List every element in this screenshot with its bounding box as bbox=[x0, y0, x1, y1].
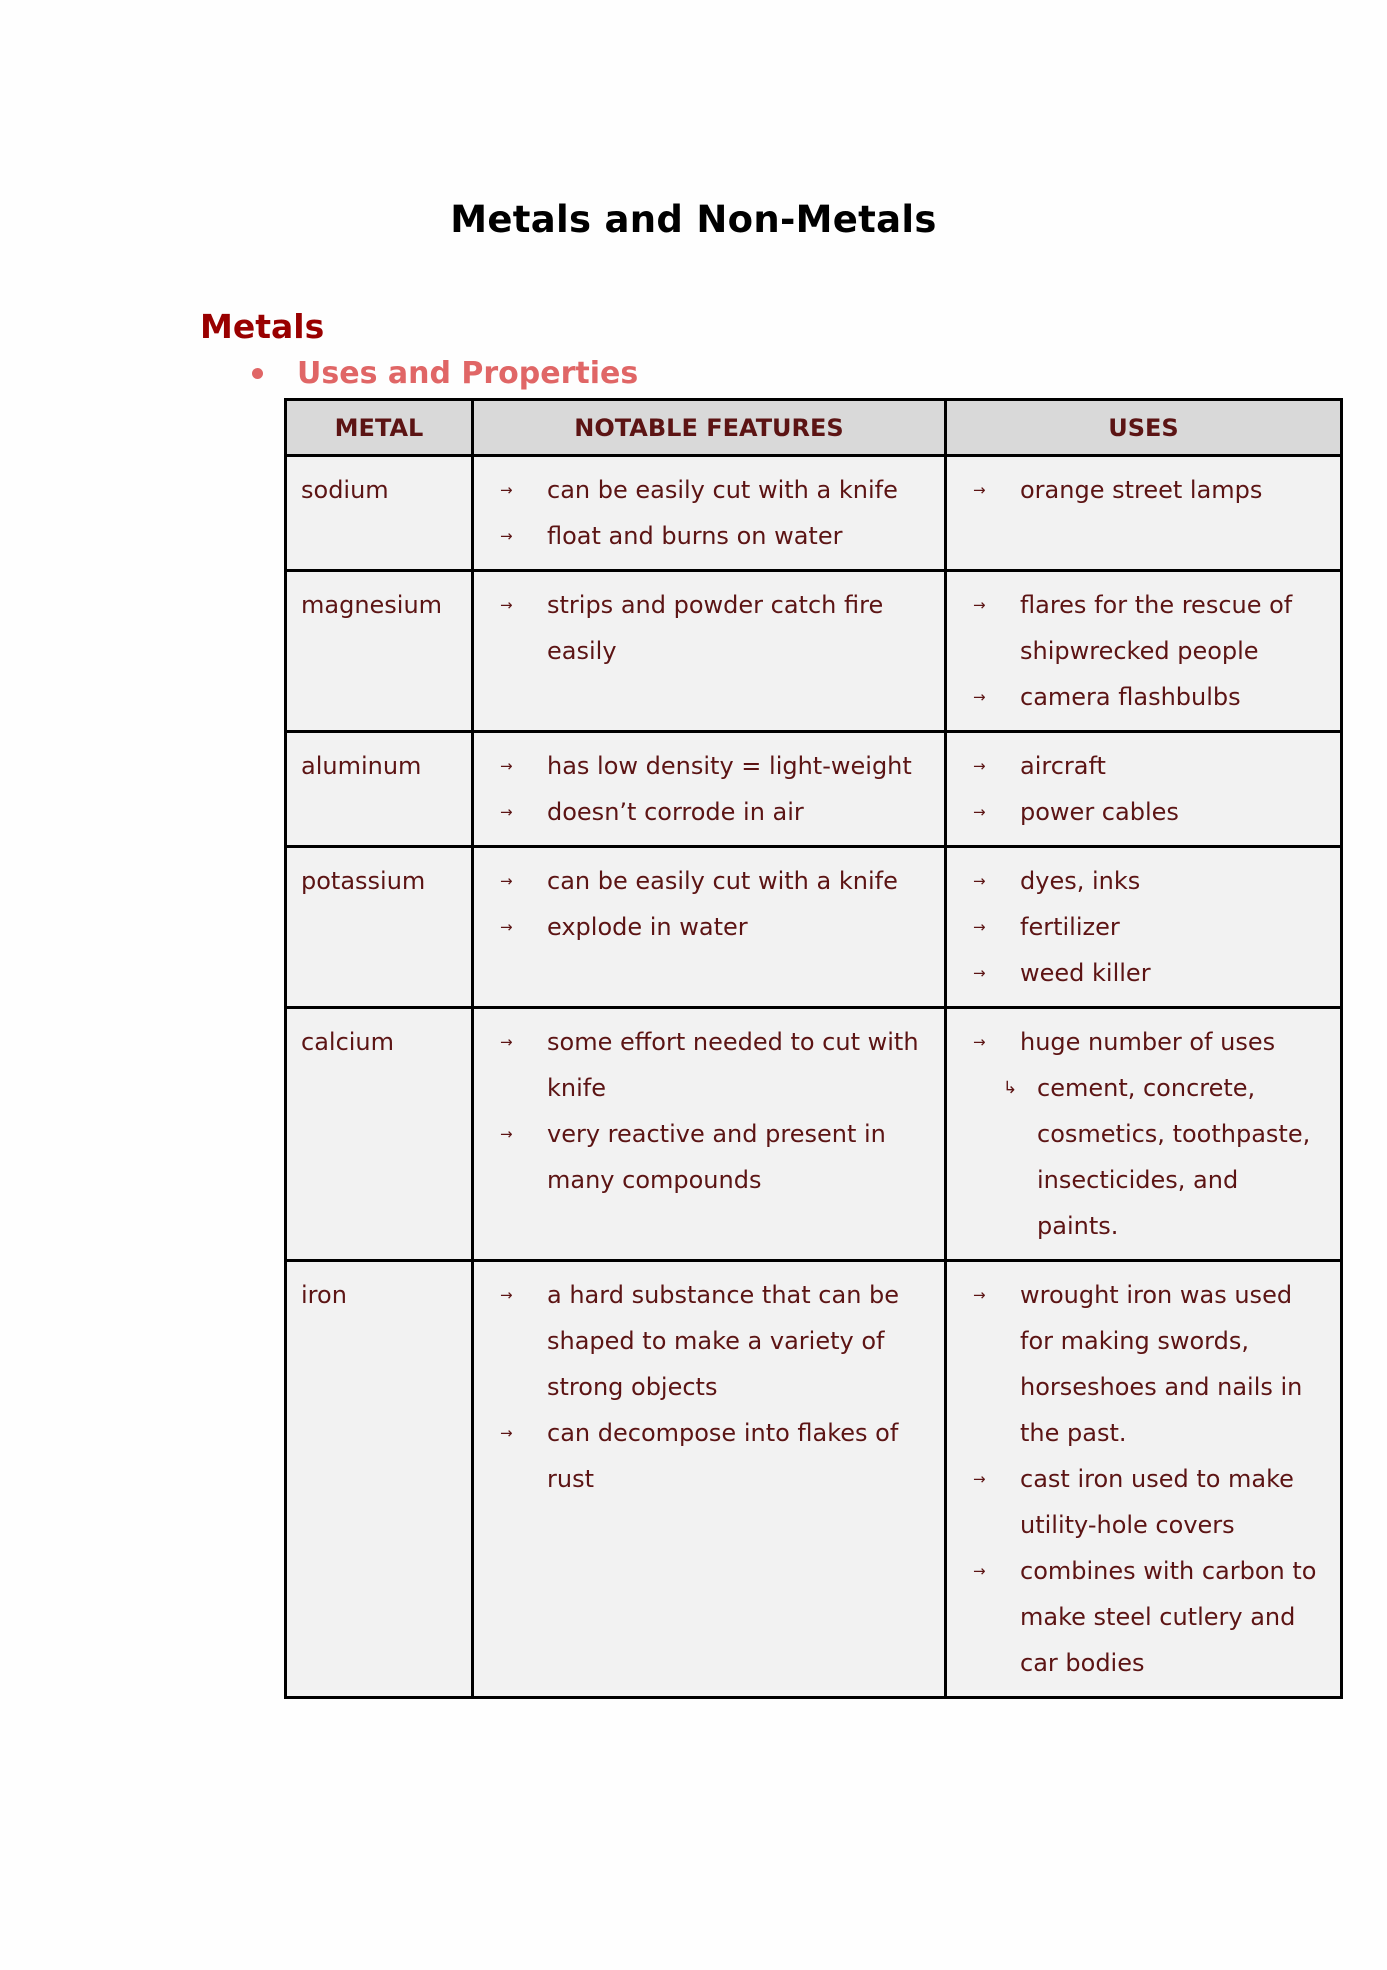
list-item bbox=[488, 467, 930, 513]
list-item bbox=[488, 582, 930, 674]
table-row bbox=[286, 571, 1342, 732]
list-item bbox=[488, 1272, 930, 1410]
section-heading-metals: Metals bbox=[200, 307, 325, 346]
list-item bbox=[961, 1272, 1326, 1456]
metal-name-cell: aluminum bbox=[286, 732, 473, 847]
list-item-text: fertilizer bbox=[1020, 913, 1120, 941]
list-item-text: power cables bbox=[1020, 798, 1179, 826]
table-row bbox=[286, 1008, 1342, 1261]
features-cell bbox=[473, 1008, 946, 1261]
list-item bbox=[961, 1456, 1326, 1548]
list-item-text: orange street lamps bbox=[1020, 476, 1263, 504]
list-item bbox=[961, 904, 1326, 950]
features-cell bbox=[473, 1261, 946, 1698]
list-item-text: some effort needed to cut with knife bbox=[547, 1028, 919, 1102]
arrow-icon: → bbox=[973, 1562, 986, 1580]
features-cell bbox=[473, 732, 946, 847]
arrow-icon: → bbox=[973, 688, 986, 706]
list-item bbox=[961, 582, 1326, 674]
list-item-text: huge number of uses bbox=[1020, 1028, 1276, 1056]
list-item bbox=[488, 1019, 930, 1111]
list-item bbox=[961, 674, 1326, 720]
arrow-icon: → bbox=[973, 964, 986, 982]
list-item-text: flares for the rescue of shipwrecked people bbox=[1020, 591, 1293, 665]
page-title: Metals and Non-Metals bbox=[450, 198, 937, 241]
list-item bbox=[488, 1111, 930, 1203]
arrow-icon: → bbox=[973, 481, 986, 499]
arrow-icon: → bbox=[500, 1125, 513, 1143]
list-item bbox=[961, 743, 1326, 789]
bullet-dot-icon bbox=[252, 368, 263, 379]
metal-name-cell: sodium bbox=[286, 456, 473, 571]
list-item bbox=[488, 1410, 930, 1502]
header-uses: USES bbox=[946, 400, 1342, 456]
list-item-text: float and burns on water bbox=[547, 522, 843, 550]
arrow-icon: → bbox=[973, 1470, 986, 1488]
list-item-text: combines with carbon to make steel cutlery and car bodies bbox=[1020, 1557, 1317, 1677]
subsection-label: Uses and Properties bbox=[297, 356, 639, 391]
list-item-text: has low density = light-weight bbox=[547, 752, 912, 780]
list-item bbox=[488, 789, 930, 835]
features-cell bbox=[473, 847, 946, 1008]
table-header-row bbox=[286, 400, 1342, 456]
uses-cell bbox=[946, 732, 1342, 847]
arrow-icon: → bbox=[500, 1424, 513, 1442]
arrow-icon: → bbox=[973, 1033, 986, 1051]
metal-name-cell: magnesium bbox=[286, 571, 473, 732]
list-item-text: a hard substance that can be shaped to make a variety of strong objects bbox=[547, 1281, 900, 1401]
metal-name-cell: calcium bbox=[286, 1008, 473, 1261]
list-item-text: strips and powder catch fire easily bbox=[547, 591, 884, 665]
table-row bbox=[286, 1261, 1342, 1698]
arrow-icon: → bbox=[500, 1033, 513, 1051]
list-item-text: aircraft bbox=[1020, 752, 1106, 780]
arrow-icon: → bbox=[973, 1286, 986, 1304]
features-cell bbox=[473, 571, 946, 732]
metals-table bbox=[284, 398, 1343, 1699]
list-item-text: very reactive and present in many compounds bbox=[547, 1120, 886, 1194]
list-item-text: explode in water bbox=[547, 913, 748, 941]
table-row bbox=[286, 732, 1342, 847]
arrow-icon: → bbox=[500, 527, 513, 545]
list-item bbox=[961, 1548, 1326, 1686]
list-item bbox=[488, 743, 930, 789]
table-row bbox=[286, 456, 1342, 571]
list-item bbox=[488, 513, 930, 559]
features-cell bbox=[473, 456, 946, 571]
metal-name-cell: iron bbox=[286, 1261, 473, 1698]
list-item-text: can decompose into flakes of rust bbox=[547, 1419, 899, 1493]
list-item bbox=[961, 858, 1326, 904]
arrow-icon: → bbox=[500, 757, 513, 775]
arrow-icon: → bbox=[973, 803, 986, 821]
list-item-text: cast iron used to make utility-hole covers bbox=[1020, 1465, 1294, 1539]
arrow-icon: → bbox=[500, 1286, 513, 1304]
list-item bbox=[961, 789, 1326, 835]
list-item-text: cement, concrete, cosmetics, toothpaste, insecticides, and paints. bbox=[1037, 1074, 1311, 1240]
list-item bbox=[961, 950, 1326, 996]
list-item-text: weed killer bbox=[1020, 959, 1151, 987]
uses-cell bbox=[946, 571, 1342, 732]
list-item bbox=[961, 467, 1326, 513]
metal-name-cell: potassium bbox=[286, 847, 473, 1008]
arrow-icon: → bbox=[500, 803, 513, 821]
list-item-text: dyes, inks bbox=[1020, 867, 1141, 895]
arrow-icon: → bbox=[973, 757, 986, 775]
sub-list-item bbox=[961, 1065, 1326, 1249]
sub-arrow-icon: ↳ bbox=[1003, 1078, 1018, 1098]
arrow-icon: → bbox=[973, 872, 986, 890]
list-item-text: camera flashbulbs bbox=[1020, 683, 1241, 711]
arrow-icon: → bbox=[973, 596, 986, 614]
header-metal: METAL bbox=[286, 400, 473, 456]
list-item bbox=[488, 858, 930, 904]
arrow-icon: → bbox=[500, 481, 513, 499]
arrow-icon: → bbox=[973, 918, 986, 936]
uses-cell bbox=[946, 1261, 1342, 1698]
arrow-icon: → bbox=[500, 872, 513, 890]
list-item-text: wrought iron was used for making swords, horseshoes and nails in the past. bbox=[1020, 1281, 1303, 1447]
uses-cell bbox=[946, 456, 1342, 571]
uses-cell bbox=[946, 1008, 1342, 1261]
uses-cell bbox=[946, 847, 1342, 1008]
list-item-text: can be easily cut with a knife bbox=[547, 476, 898, 504]
subsection-heading bbox=[252, 356, 638, 391]
list-item-text: can be easily cut with a knife bbox=[547, 867, 898, 895]
arrow-icon: → bbox=[500, 596, 513, 614]
list-item bbox=[961, 1019, 1326, 1065]
arrow-icon: → bbox=[500, 918, 513, 936]
header-notable-features: NOTABLE FEATURES bbox=[473, 400, 946, 456]
table-row bbox=[286, 847, 1342, 1008]
list-item-text: doesn’t corrode in air bbox=[547, 798, 804, 826]
list-item bbox=[488, 904, 930, 950]
